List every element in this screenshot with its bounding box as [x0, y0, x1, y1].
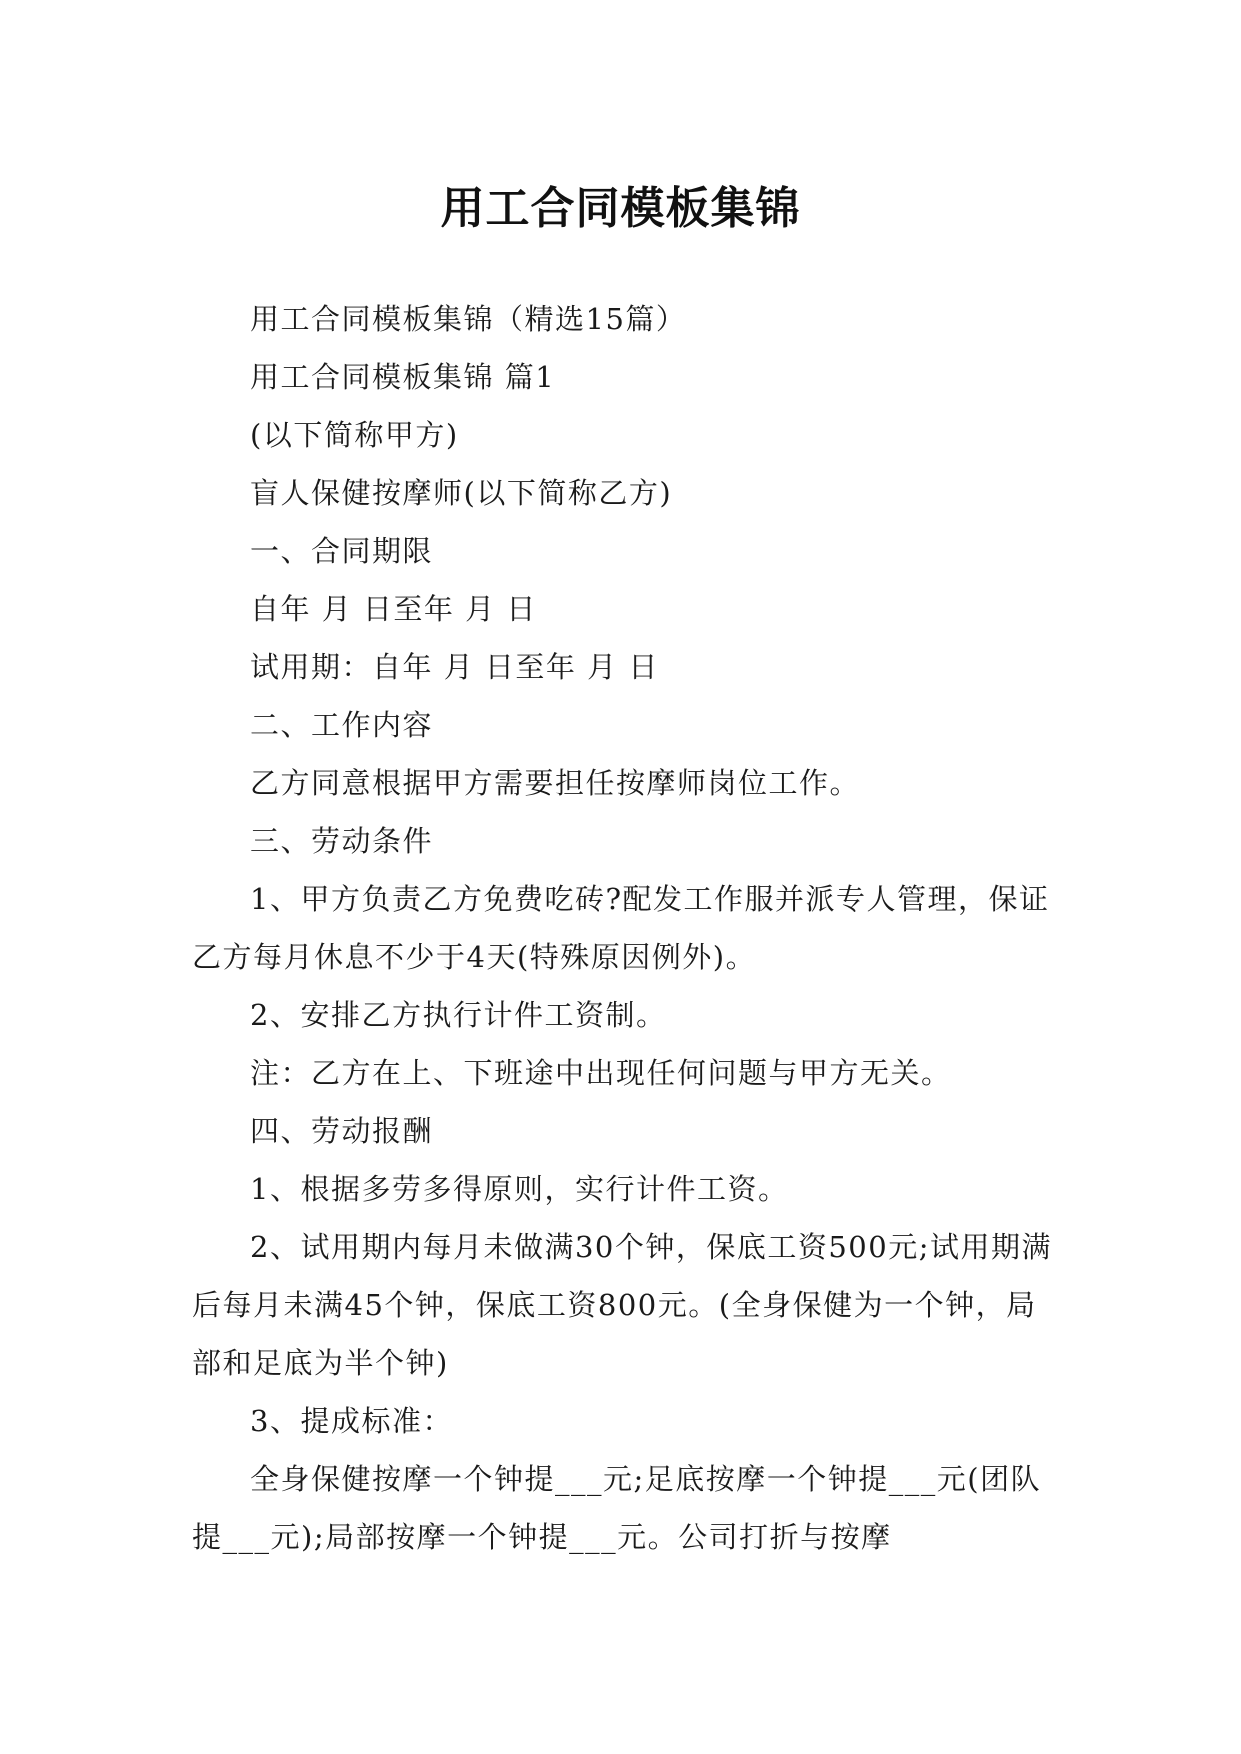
- paragraph: 自年 月 日至年 月 日: [250, 592, 537, 626]
- paragraph: 注：乙方在上、下班途中出现任何问题与甲方无关。: [250, 1056, 952, 1090]
- paragraph: (以下简称甲方): [250, 418, 459, 452]
- section-heading: 一、合同期限: [250, 534, 434, 568]
- paragraph: 2、试用期内每月未做满30个钟，保底工资500元;试用期满后每月未满45个钟，保底工资800元。(全身保健为一个钟，局部和足底为半个钟): [192, 1230, 1052, 1380]
- section-heading: 三、劳动条件: [250, 824, 434, 858]
- document-body: [192, 290, 1052, 1566]
- paragraph: 2、安排乙方执行计件工资制。: [250, 998, 667, 1032]
- paragraph: 用工合同模板集锦 篇1: [250, 360, 556, 394]
- section-heading: 四、劳动报酬: [250, 1114, 434, 1148]
- paragraph: 用工合同模板集锦（精选15篇）: [250, 302, 687, 336]
- paragraph: 1、甲方负责乙方免费吃砖?配发工作服并派专人管理，保证乙方每月休息不少于4天(特殊原因例外)。: [192, 882, 1050, 974]
- paragraph: 试用期：自年 月 日至年 月 日: [250, 650, 659, 684]
- paragraph: 盲人保健按摩师(以下简称乙方): [250, 476, 673, 510]
- paragraph: 乙方同意根据甲方需要担任按摩师岗位工作。: [250, 766, 861, 800]
- paragraph: 全身保健按摩一个钟提___元;足底按摩一个钟提___元(团队提___元);局部按摩一个钟提___元。公司打折与按摩: [192, 1462, 1042, 1554]
- paragraph: 3、提成标准：: [250, 1404, 453, 1438]
- paragraph: 1、根据多劳多得原则，实行计件工资。: [250, 1172, 789, 1206]
- document-title: 用工合同模板集锦: [440, 183, 801, 235]
- section-heading: 二、工作内容: [250, 708, 434, 742]
